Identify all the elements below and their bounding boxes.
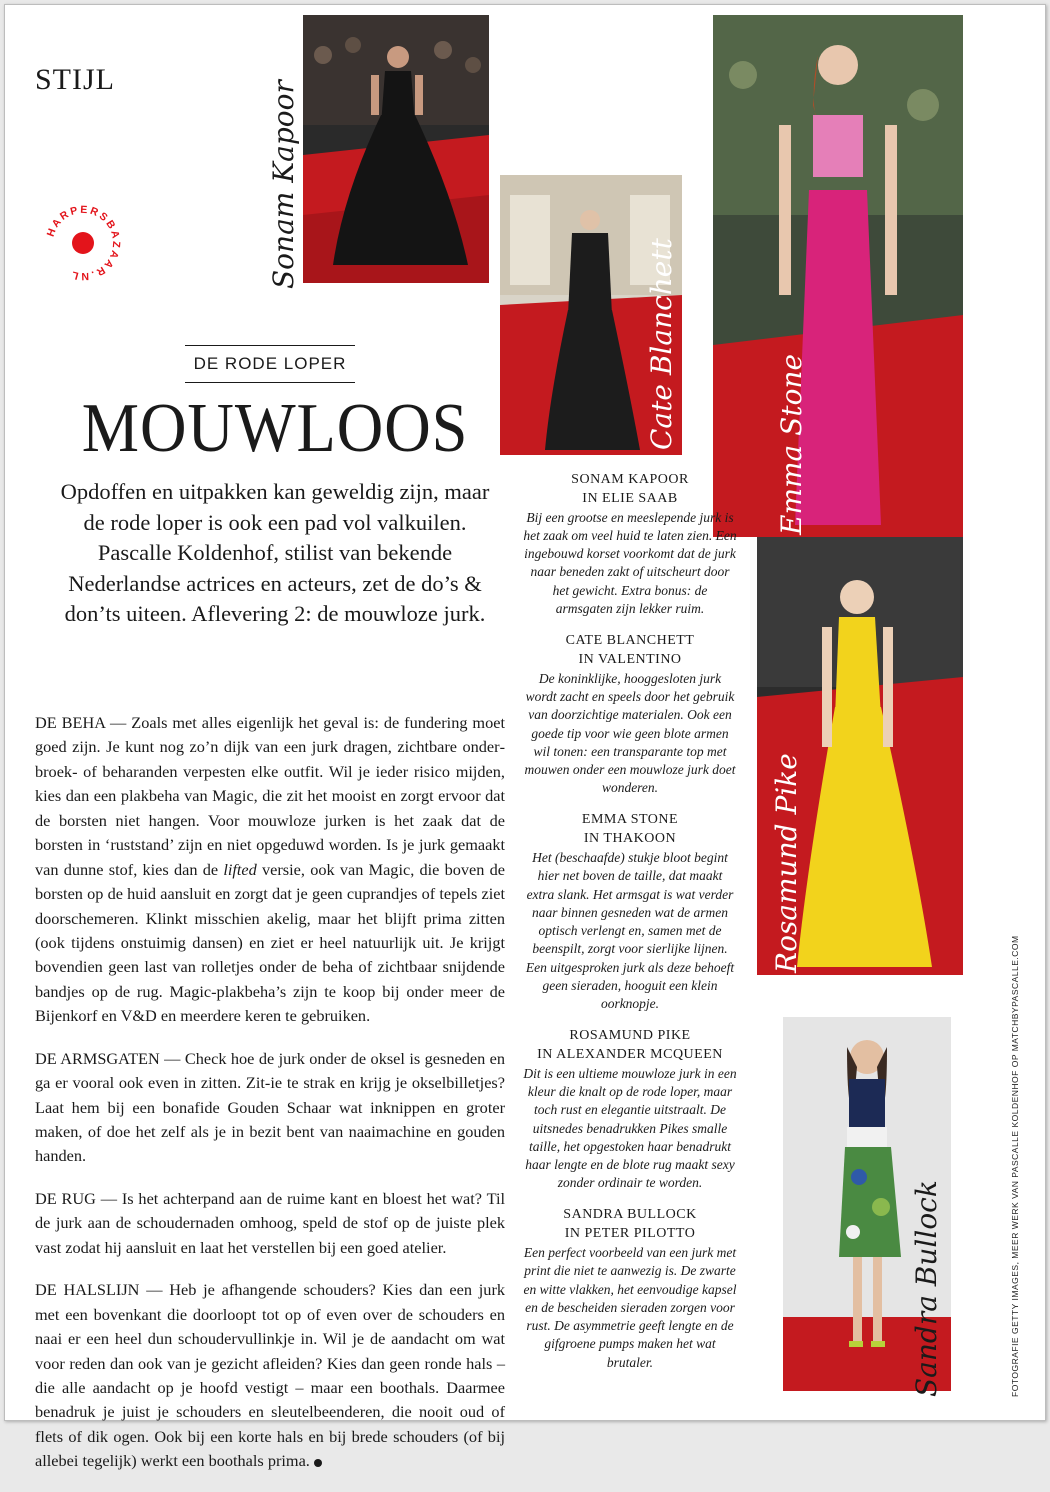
harpersbazaar-logo[interactable] bbox=[40, 200, 126, 286]
photo-captions-column bbox=[523, 471, 737, 1386]
sidebar-entry-subtitle: IN THAKOON bbox=[583, 831, 677, 847]
sidebar-entry-text: Bij een grootse en meeslepende jurk is het zaak om veel huid te laten zien. Een ingebouwd korset voorkomt dat de jurk naar beneden zakt of uitscheurt door het gewicht. Extra bonus: de armsgaten zijn lekker ruim. bbox=[523, 509, 737, 616]
caption-emma-stone: Emma Stone bbox=[775, 353, 808, 535]
sidebar-entry bbox=[523, 471, 737, 618]
logo-text: HARPERSBAZAAR.NL bbox=[44, 203, 123, 283]
sidebar-entry-text: De koninklijke, hooggesloten jurk wordt zacht en speels door het gebruik van doorzichtige materialen. Ook een goede tip voor wie geen blote armen wil tonen: een transparante top met mouwen onder een mouwloze jurk doet wonderen. bbox=[524, 670, 736, 796]
photo-sonam-kapoor[interactable] bbox=[303, 15, 489, 283]
sidebar-entry-subtitle: IN VALENTINO bbox=[578, 651, 682, 667]
article-headline: MOUWLOOS bbox=[81, 390, 469, 467]
caption-sonam-kapoor: Sonam Kapoor bbox=[267, 80, 300, 289]
section-label: STIJL bbox=[35, 63, 115, 96]
sidebar-entry-subtitle: IN ALEXANDER MCQUEEN bbox=[537, 1047, 723, 1063]
end-mark bbox=[314, 1459, 322, 1467]
photo-emma-stone[interactable] bbox=[713, 15, 963, 537]
paragraph-lead: DE HALSLIJN bbox=[35, 1280, 140, 1300]
caption-sandra-bullock: Sandra Bullock bbox=[910, 1180, 943, 1397]
article-kicker: DE RODE LOPER bbox=[185, 345, 355, 383]
sidebar-entry-subtitle: IN PETER PILOTTO bbox=[564, 1226, 696, 1242]
paragraph-lead: DE RUG bbox=[35, 1188, 96, 1208]
paragraph-lead: DE BEHA bbox=[35, 713, 106, 732]
paragraph-rug: DE RUG — Is het achterpand aan de ruime kant en bloest het wat? Til de jurk aan de schoudernaden omhoog, speld de stof op de juiste plek vast zodat hij aansluit en laat het verstellen bij een goed atelier. bbox=[35, 1188, 505, 1257]
paragraph-halslijn: DE HALSLIJN — Heb je afhangende schouders? Kies dan een jurk met een bovenkant die doorloopt tot op of even over de schouders en naai er een heel dun schoudervullinkje in. Wil je de aandacht om wat voor reden dan ook van je gezicht afleiden? Kies dan geen ronde hals – die alle aandacht op je hoofd vestigt – maar een boothals. Daarmee benadruk je juist je schouders en sleutelbeenderen, die nooit oud of flets of dik ogen. Ook bij een korte hals en bij brede schouders (of bij allebei tegelijk) werkt een boothals prima. bbox=[35, 1280, 506, 1471]
sidebar-entry bbox=[523, 1206, 737, 1371]
sidebar-entry bbox=[523, 811, 737, 1013]
logo-mark bbox=[40, 200, 126, 286]
sidebar-entry bbox=[523, 632, 737, 797]
sidebar-entry-title: SANDRA BULLOCK bbox=[563, 1207, 697, 1223]
sidebar-entry bbox=[523, 1027, 737, 1192]
sidebar-entry-text: Dit is een ultieme mouwloze jurk in een kleur die knalt op de rode loper, maar toch rust en elegantie uitstraalt. De uitsnedes benadrukken Pikes smalle taille, het opgestoken haar benadrukt haar lengte en de blote rug maakt sexy zonder ordinair te worden. bbox=[523, 1065, 737, 1191]
paragraph-beha: DE BEHA — Zoals met alles eigenlijk het geval is: de fundering moet goed zijn. Je kunt nog zo’n dijk van een jurk dragen, zichtbare onderbroek- of beharanden verpesten elke outfit. Wil je ieder risico mijden, kies dan een plakbeha van Magic, die zit het mooist en zorgt ervoor dat de borsten niet hangen. Voor mouwloze jurken is het zaak dat de borsten in ‘ruststand’ zijn en niet opgeduwd worden. Is je jurk gemaakt van dunne stof, kies dan de lifted versie, ook van Magic, die boven de borsten op de huid aansluit en zorgt dat je geen cuprandjes of tepels ziet doorschemeren. Klinkt misschien akelig, maar het blijft prima zitten (ook tijdens onstuimig dansen) en ziet er heel natuurlijk uit. Je krijgt bovendien geen last van rolletjes onder de beha of zichtbaar snijdende bandjes op de rug. Magic-plakbeha’s zijn te koop bij onder meer de Bijenkorf en V&D en meerdere keren te gebruiken. bbox=[35, 713, 506, 1026]
sidebar-entry-title: ROSAMUND PIKE bbox=[569, 1028, 691, 1044]
caption-rosamund-pike: Rosamund Pike bbox=[770, 753, 803, 973]
article-intro: Opdoffen en uitpakken kan geweldig zijn, maar de rode loper is ook een pad vol valkuilen. Pascalle Koldenhof, stilist van bekende Nederlandse actrices en acteurs, zet de do’s & don’ts uiteen. Aflevering 2: de mouwloze jurk. bbox=[60, 479, 490, 627]
magazine-page bbox=[4, 4, 1046, 1471]
sidebar-entry-title: EMMA STONE bbox=[581, 812, 679, 828]
photo-credit: FOTOGRAFIE GETTY IMAGES, MEER WERK VAN PASCALLE KOLDENHOF OP MATCHBYPASCALLE.COM bbox=[1010, 935, 1020, 1397]
sidebar-entry-text: Het (beschaafde) stukje bloot begint hier net boven de taille, dat maakt extra slank. Het armsgat is wat verder naar binnen gesneden wat de armen optisch verlengt en, samen met de beenspilt, zorgt voor sierlijke lijnen. Een uitgesproken jurk als deze behoeft geen sieraden, hooguit een klein oorknopje. bbox=[525, 850, 735, 1011]
article-body bbox=[35, 711, 505, 1492]
caption-cate-blanchett: Cate Blanchett bbox=[645, 238, 678, 450]
paragraph-lead: DE ARMSGATEN bbox=[35, 1048, 160, 1068]
paragraph-armsgaten: DE ARMSGATEN — Check hoe de jurk onder de oksel is gesneden en ga er vooral ook even in zitten. Zit-ie te strak en krijg je okselbilletjes? Laat hem bij een bonafide Gouden Schaar wat inknippen en groter maken, of doe het zelf als je in bezit bent van naaimachine en gouden handen. bbox=[35, 1048, 506, 1166]
logo-dot bbox=[72, 232, 94, 254]
sidebar-entry-subtitle: IN ELIE SAAB bbox=[582, 490, 678, 506]
sidebar-entry-title: SONAM KAPOOR bbox=[571, 472, 689, 487]
sidebar-entry-title: CATE BLANCHETT bbox=[565, 633, 695, 649]
sidebar-entry-text: Een perfect voorbeeld van een jurk met print die niet te aanwezig is. De zwarte en witte vlakken, het eenvoudige kapsel en de bescheiden sieraden zorgen voor rust. De asymmetrie geeft lengte en de gifgroene pumps maken het wat brutaler. bbox=[523, 1245, 737, 1370]
